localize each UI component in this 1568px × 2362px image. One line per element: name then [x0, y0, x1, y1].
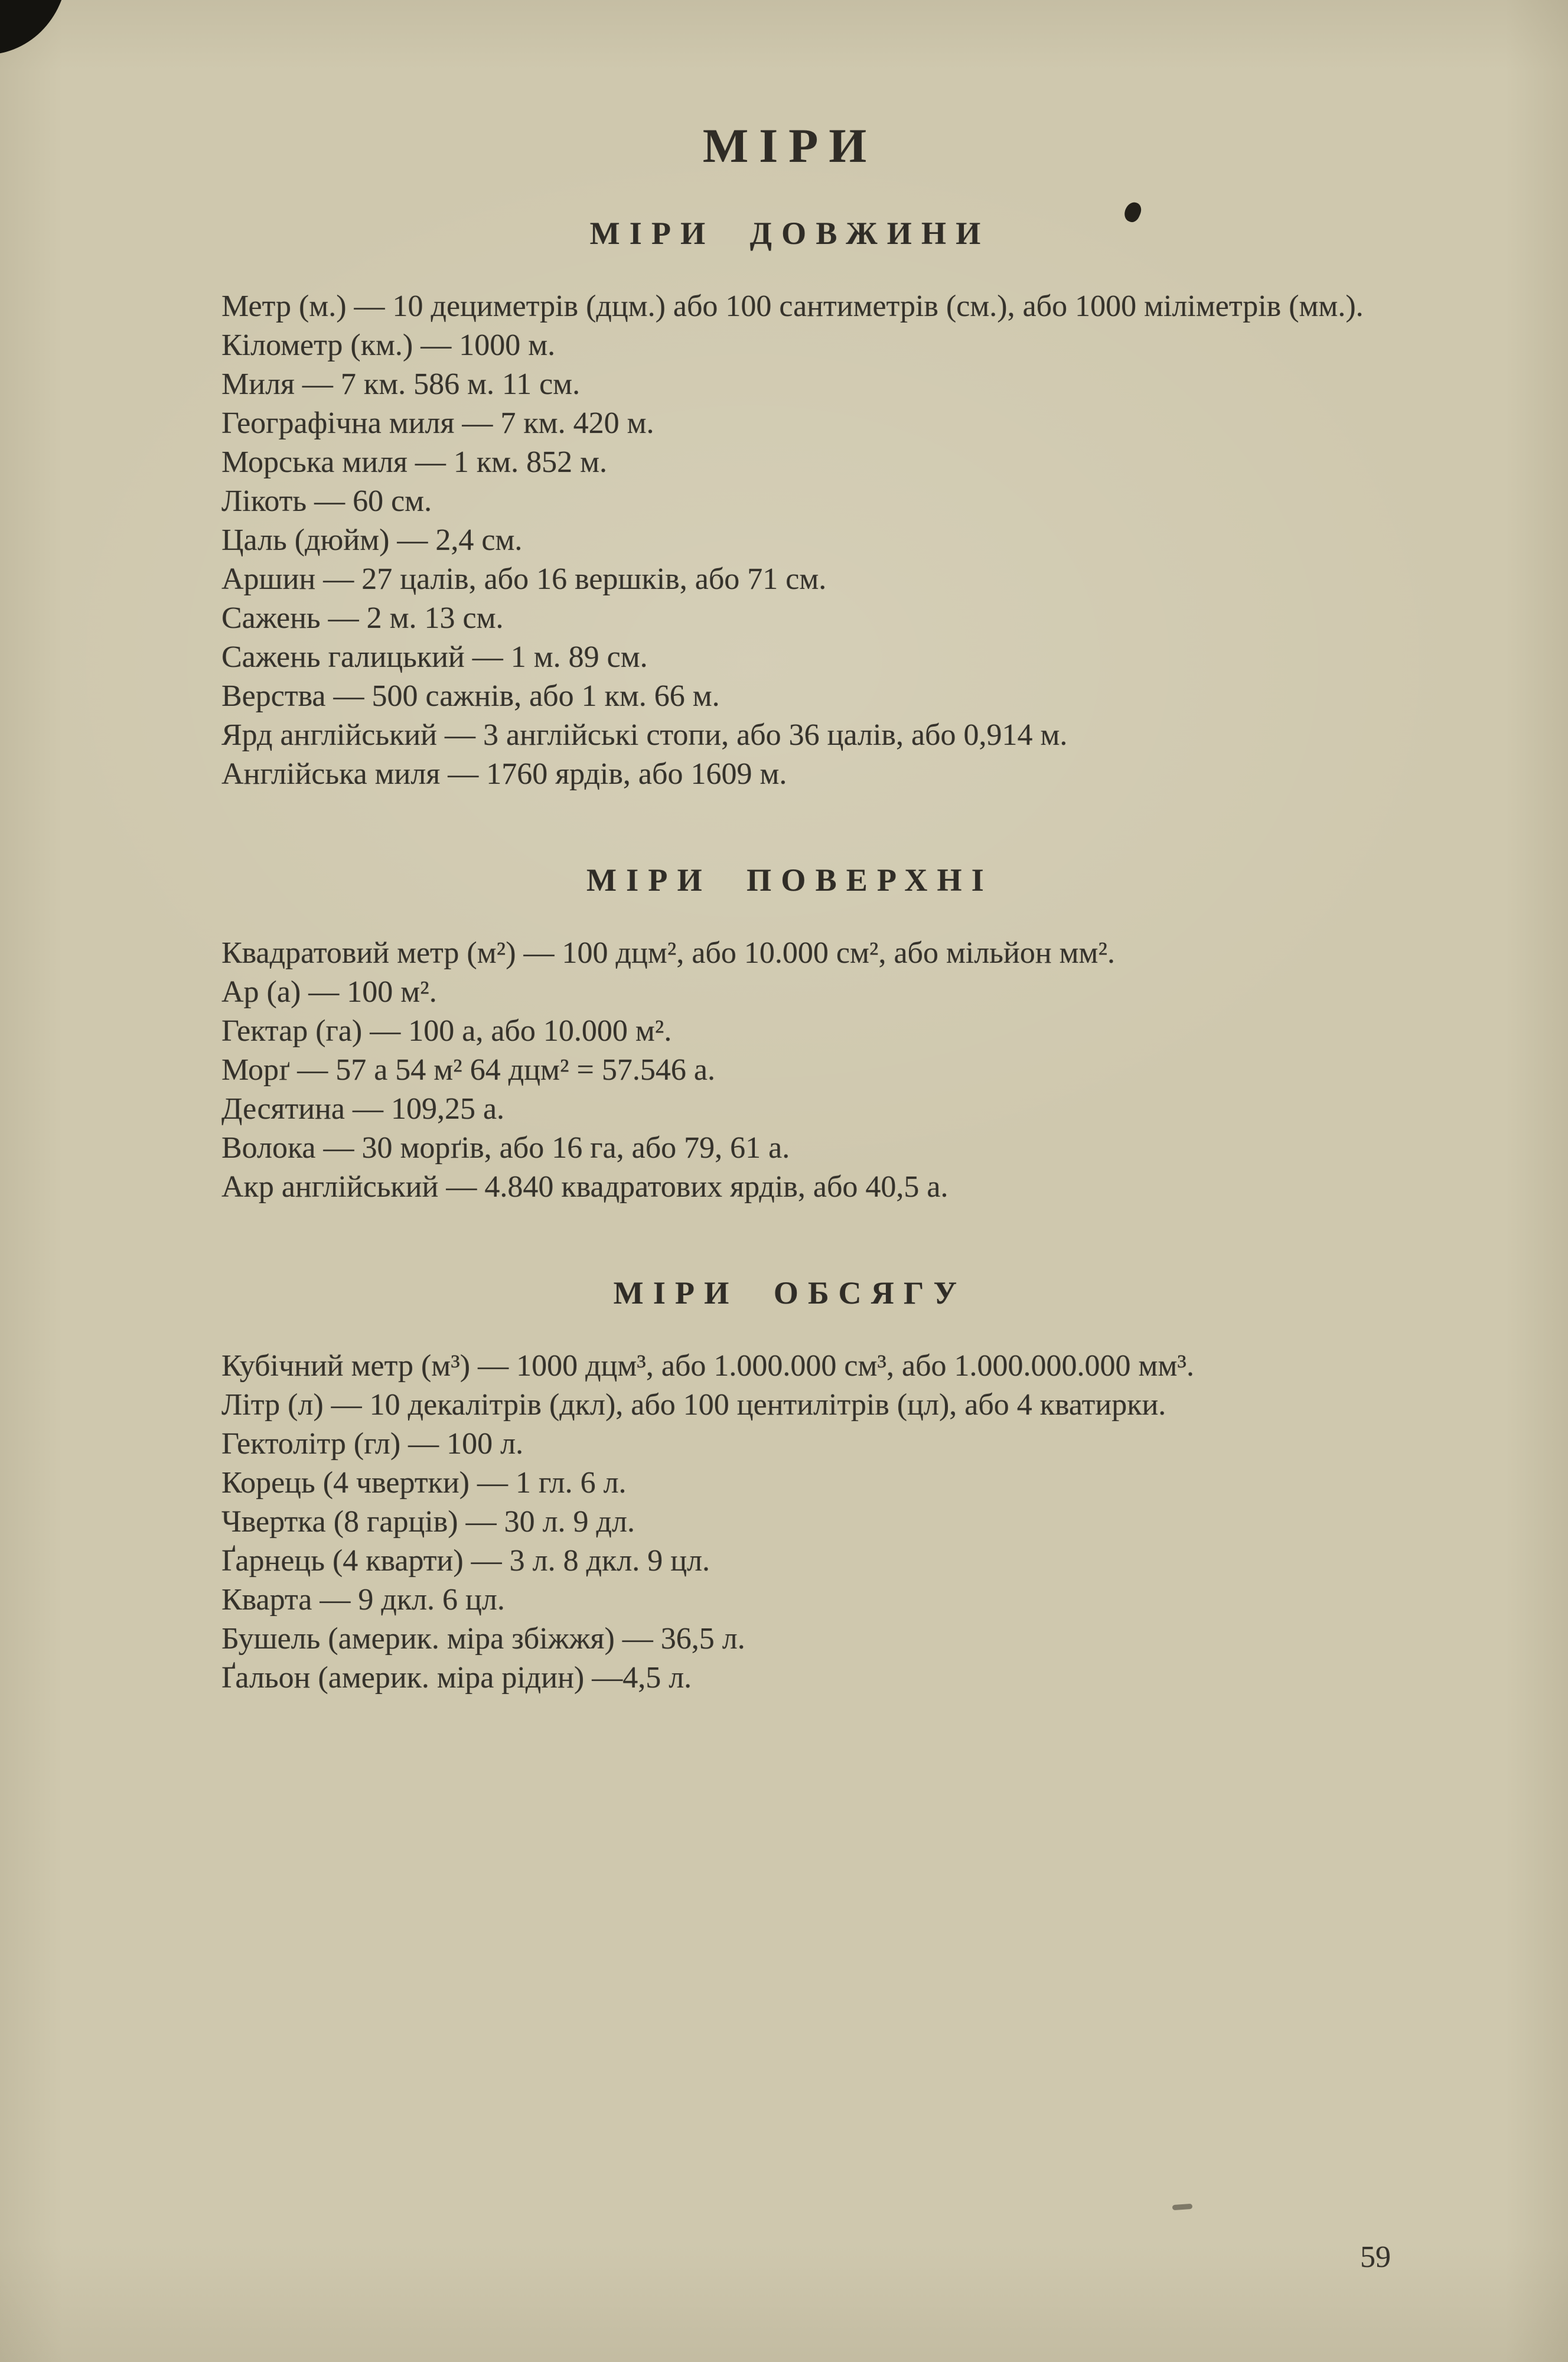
page-number: 59 [1360, 2240, 1391, 2274]
measure-entry: Кілометр (км.) — 1000 м. [221, 328, 556, 362]
measure-entry: Кубічний метр (м³) — 1000 дцм³, або 1.000.000 см³, або 1.000.000.000 мм³. [221, 1349, 1194, 1383]
measure-entry: Географічна миля — 7 км. 420 м. [221, 406, 654, 440]
measure-entry: Аршин — 27 цалів, або 16 вершків, або 71 см. [221, 562, 827, 596]
measure-entry: Миля — 7 км. 586 м. 11 см. [221, 367, 581, 401]
measure-entry: Сажень галицький — 1 м. 89 см. [221, 640, 648, 674]
measure-entry: Бушель (америк. міра збіжжя) — 36,5 л. [221, 1622, 745, 1656]
measure-entry: Чвертка (8 гарців) — 30 л. 9 дл. [221, 1505, 635, 1539]
measure-entry: Сажень — 2 м. 13 см. [221, 601, 504, 635]
measure-entry: Десятина — 109,25 а. [221, 1092, 505, 1126]
measure-entry: Ярд англійський — 3 англійські стопи, або 36 цалів, або 0,914 м. [221, 718, 1068, 752]
ink-blot-top-left [0, 0, 69, 65]
measure-entry: Метр (м.) — 10 дециметрів (дцм.) або 100 сантиметрів (см.), або 1000 міліметрів (мм.). [221, 289, 1364, 323]
measure-entry: Лікоть — 60 см. [221, 484, 432, 518]
measure-entry: Акр англійський — 4.840 квадратових ярдів, або 40,5 а. [221, 1170, 948, 1204]
section-heading-length: МІРИ ДОВЖИНИ [589, 216, 990, 251]
section-length-measures [112, 215, 1468, 794]
measure-entry: Літр (л) — 10 декалітрів (дкл), або 100 центилітрів (цл), або 4 кватирки. [221, 1388, 1166, 1422]
measure-entry: Англійська миля — 1760 ярдів, або 1609 м. [221, 757, 787, 791]
measure-entry: Верства — 500 сажнів, або 1 км. 66 м. [221, 679, 720, 713]
measure-entry: Гектолітр (гл) — 100 л. [221, 1427, 524, 1461]
measure-entry: Морґ — 57 а 54 м² 64 дцм² = 57.546 а. [221, 1053, 715, 1087]
measure-entry: Ґарнець (4 кварти) — 3 л. 8 дкл. 9 цл. [221, 1544, 710, 1578]
scan-mark [1172, 2204, 1193, 2210]
section-volume-measures [112, 1275, 1468, 1698]
page-title: МІРИ [702, 119, 878, 172]
measure-entry: Кварта — 9 дкл. 6 цл. [221, 1583, 505, 1617]
measure-entry: Ґальон (америк. міра рідин) —4,5 л. [221, 1661, 692, 1695]
measure-entry: Морська миля — 1 км. 852 м. [221, 445, 607, 479]
section-heading-volume: МІРИ ОБСЯГУ [613, 1275, 967, 1311]
measure-entry: Ар (а) — 100 м². [221, 975, 437, 1009]
measure-entry: Квадратовий метр (м²) — 100 дцм², або 10.000 см², або мільйон мм². [221, 936, 1116, 970]
measure-entry: Волока — 30 морґів, або 16 га, або 79, 61 а. [221, 1131, 790, 1165]
measure-entry: Корець (4 чвертки) — 1 гл. 6 л. [221, 1466, 627, 1500]
measure-entry: Гектар (га) — 100 а, або 10.000 м². [221, 1014, 672, 1048]
measure-entry: Цаль (дюйм) — 2,4 см. [221, 523, 523, 557]
section-area-measures [112, 862, 1468, 1207]
section-heading-area: МІРИ ПОВЕРХНІ [586, 862, 993, 898]
